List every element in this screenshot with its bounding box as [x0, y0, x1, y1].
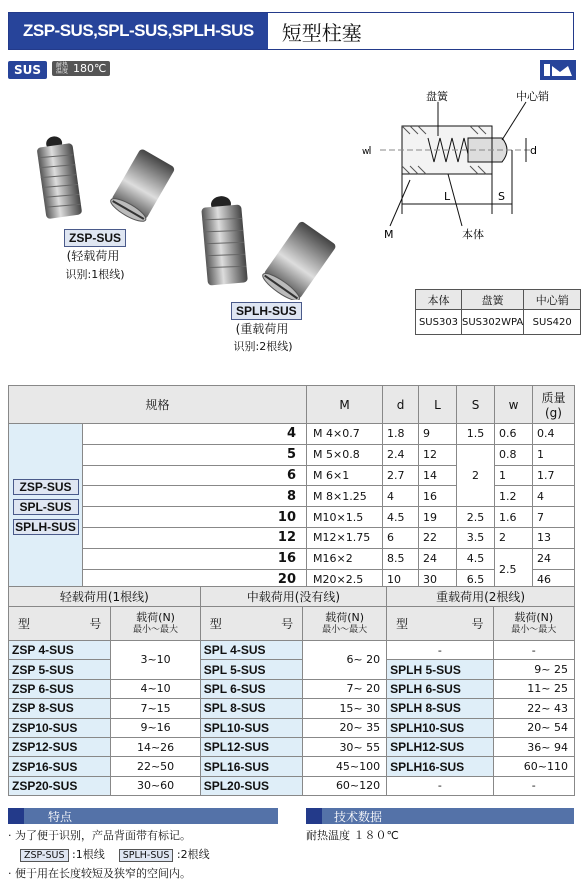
mat-spring: SUS302WPA [462, 310, 524, 335]
load-value: 4~10 [111, 679, 200, 698]
tech-header [306, 808, 574, 824]
load-model: - [387, 641, 493, 660]
zsp-sus-photo [30, 125, 190, 225]
load-model: SPL12-SUS [200, 737, 302, 756]
load-model: - [387, 776, 493, 795]
feature-line-2: · 便于用在长度较短及狭窄的空间内。 [8, 867, 191, 880]
temp-label-1: 耐热 [56, 61, 69, 69]
series-tag-splh: SPLH-SUS [13, 519, 79, 535]
spec-w: 1.2 [495, 486, 533, 507]
spec-w: 0.8 [495, 444, 533, 465]
splh-sus-label: SPLH-SUS [231, 302, 302, 320]
spec-d: 2.4 [383, 444, 419, 465]
diag-w-label: w [362, 147, 370, 157]
spec-d: 4.5 [383, 507, 419, 528]
spec-size: 16 [83, 548, 307, 569]
load-sub: 最小～最大 [133, 624, 179, 635]
load-model: SPL 5-SUS [200, 660, 302, 679]
load-value: 30~ 55 [303, 737, 387, 756]
spec-d: 10 [383, 569, 419, 590]
load-value: 3~10 [111, 641, 200, 680]
spec-mass: 7 [533, 507, 575, 528]
load-value: 7~ 20 [303, 679, 387, 698]
diag-m-label: M [384, 228, 394, 240]
product-name: 短型柱塞 [281, 20, 362, 45]
spec-mass: 0.4 [533, 424, 575, 445]
spec-head-w: w [495, 386, 533, 424]
load-value: 20~ 35 [303, 718, 387, 737]
spec-l: 22 [419, 527, 457, 548]
diag-body-label: 本体 [462, 228, 484, 240]
spec-mass: 1 [533, 444, 575, 465]
diag-spring-label: 盘簧 [426, 90, 448, 103]
series-tag-spl: SPL-SUS [13, 499, 79, 515]
spec-w: 2 [495, 527, 533, 548]
spec-mass: 13 [533, 527, 575, 548]
spec-l: 19 [419, 507, 457, 528]
load-model: SPLH16-SUS [387, 757, 493, 776]
brand-logo-icon [540, 58, 576, 82]
zsp-sus-desc: (轻载荷用 [66, 249, 120, 263]
spec-l: 24 [419, 548, 457, 569]
spec-size: 12 [83, 527, 307, 548]
spec-table [8, 385, 575, 590]
feature-tag-zsp: ZSP-SUS [20, 849, 69, 862]
material-badge: SUS [8, 61, 47, 79]
spec-m: M 4×0.7 [307, 424, 383, 445]
series-tag-zsp: ZSP-SUS [13, 479, 79, 495]
spec-l: 16 [419, 486, 457, 507]
load-model: SPL 6-SUS [200, 679, 302, 698]
product-code: ZSP-SUS,SPL-SUS,SPLH-SUS [9, 13, 268, 49]
spec-s: 1.5 [457, 424, 495, 445]
load-value: 36~ 94 [493, 737, 574, 756]
load-model: SPL20-SUS [200, 776, 302, 795]
load-head-type [200, 607, 302, 641]
spec-size: 5 [83, 444, 307, 465]
spec-d: 4 [383, 486, 419, 507]
spec-d: 1.8 [383, 424, 419, 445]
load-model: SPLH10-SUS [387, 718, 493, 737]
load-value: 15~ 30 [303, 699, 387, 718]
spec-s: 4.5 [457, 548, 495, 569]
spec-size: 20 [83, 569, 307, 590]
type-label-b: 号 [89, 617, 102, 631]
splh-sus-photo [195, 190, 345, 300]
temp-label-2: 温度 [56, 67, 69, 75]
load-model: ZSP 6-SUS [9, 679, 111, 698]
type-label-a: 型 [396, 617, 409, 631]
spec-head-m: M [307, 386, 383, 424]
spec-head-spec: 规格 [9, 386, 307, 424]
diag-s-label: S [498, 190, 505, 203]
spec-head-l: L [419, 386, 457, 424]
tech-title: 技术数据 [334, 809, 383, 824]
spec-mass: 1.7 [533, 465, 575, 486]
load-head-load [303, 607, 387, 641]
spec-d: 8.5 [383, 548, 419, 569]
load-value: 20~ 54 [493, 718, 574, 737]
diag-l-label: L [444, 190, 451, 203]
plunger-diagram [350, 90, 580, 240]
load-model: ZSP20-SUS [9, 776, 111, 795]
spec-size: 6 [83, 465, 307, 486]
load-head-type [9, 607, 111, 641]
spec-m: M12×1.75 [307, 527, 383, 548]
material-table [415, 289, 581, 335]
load-head-load [493, 607, 574, 641]
spec-size: 8 [83, 486, 307, 507]
load-value: - [493, 641, 574, 660]
mass-label: 质量 [541, 391, 566, 405]
type-label-a: 型 [18, 617, 31, 631]
load-table [8, 586, 575, 796]
features-header [8, 808, 278, 824]
spec-s: 2 [457, 444, 495, 506]
spec-l: 30 [419, 569, 457, 590]
load-model: SPLH 5-SUS [387, 660, 493, 679]
spec-w: 1.6 [495, 507, 533, 528]
load-value: 60~110 [493, 757, 574, 776]
load-value: 14~26 [111, 737, 200, 756]
spec-d: 6 [383, 527, 419, 548]
spec-head-d: d [383, 386, 419, 424]
spec-m: M 5×0.8 [307, 444, 383, 465]
load-value: 22~ 43 [493, 699, 574, 718]
type-label-b: 号 [281, 617, 294, 631]
load-label: 载荷(N) [136, 610, 175, 624]
load-model: SPLH12-SUS [387, 737, 493, 756]
diag-d-label: d [530, 144, 537, 157]
feature-tag-splh: SPLH-SUS [119, 849, 174, 862]
temp-value: 180℃ [73, 62, 107, 75]
load-value: 6~ 20 [303, 641, 387, 680]
load-model: SPL 4-SUS [200, 641, 302, 660]
spec-mass: 46 [533, 569, 575, 590]
load-model: ZSP16-SUS [9, 757, 111, 776]
features-title: 特点 [48, 809, 73, 824]
load-value: 9~ 25 [493, 660, 574, 679]
spec-head-mass [533, 386, 575, 424]
load-value: 22~50 [111, 757, 200, 776]
load-model: SPLH 8-SUS [387, 699, 493, 718]
load-sub: 最小～最大 [511, 624, 557, 635]
load-model: ZSP 5-SUS [9, 660, 111, 679]
spec-w: 1 [495, 465, 533, 486]
feature-tags [8, 846, 278, 862]
spec-s: 3.5 [457, 527, 495, 548]
load-sub: 最小～最大 [322, 624, 368, 635]
load-section-medium: 中载荷用(没有线) [200, 587, 386, 607]
tech-section [306, 808, 574, 843]
type-label-a: 型 [209, 617, 222, 631]
load-value: 11~ 25 [493, 679, 574, 698]
zsp-sus-id: 识别:1根线) [65, 268, 125, 281]
feature-tag-splh-text: :2根线 [176, 848, 210, 861]
load-label: 载荷(N) [514, 610, 554, 624]
features-section [8, 808, 278, 881]
load-value: - [493, 776, 574, 795]
load-section-heavy: 重载荷用(2根线) [387, 587, 575, 607]
load-label: 载荷(N) [325, 610, 365, 624]
page-header [8, 12, 574, 50]
feature-tag-zsp-text: :1根线 [72, 848, 105, 861]
splh-sus-desc: (重载荷用 [235, 322, 289, 336]
load-model: ZSP12-SUS [9, 737, 111, 756]
spec-size: 10 [83, 507, 307, 528]
spec-s: 6.5 [457, 569, 495, 590]
spec-mass: 4 [533, 486, 575, 507]
zsp-sus-label: ZSP-SUS [64, 229, 126, 247]
load-model: SPL16-SUS [200, 757, 302, 776]
diag-pin-label: 中心销 [516, 90, 549, 103]
load-model: ZSP10-SUS [9, 718, 111, 737]
load-value: 9~16 [111, 718, 200, 737]
load-value: 60~120 [303, 776, 387, 795]
load-model: SPL 8-SUS [200, 699, 302, 718]
type-label-b: 号 [471, 617, 484, 631]
spec-m: M20×2.5 [307, 569, 383, 590]
spec-m: M16×2 [307, 548, 383, 569]
mass-unit: (g) [545, 406, 562, 420]
load-head-type [387, 607, 493, 641]
mat-head-pin: 中心销 [524, 290, 581, 310]
spec-m: M 6×1 [307, 465, 383, 486]
tech-text: 耐热温度 １８０℃ [306, 829, 399, 842]
load-value: 7~15 [111, 699, 200, 718]
mat-head-spring: 盘簧 [462, 290, 524, 310]
spec-l: 12 [419, 444, 457, 465]
load-model: ZSP 8-SUS [9, 699, 111, 718]
load-section-light: 轻载荷用(1根线) [9, 587, 201, 607]
load-model: SPLH 6-SUS [387, 679, 493, 698]
splh-sus-id: 识别:2根线) [233, 340, 293, 353]
mat-pin: SUS420 [524, 310, 581, 335]
feature-line-1: · 为了便于识别，产品背面带有标记。 [8, 829, 191, 842]
spec-l: 9 [419, 424, 457, 445]
spec-mass: 24 [533, 548, 575, 569]
temperature-badge [52, 61, 110, 76]
load-value: 30~60 [111, 776, 200, 795]
spec-l: 14 [419, 465, 457, 486]
spec-s: 2.5 [457, 507, 495, 528]
spec-size: 4 [83, 424, 307, 445]
spec-m: M 8×1.25 [307, 486, 383, 507]
spec-series-group [9, 424, 83, 590]
spec-d: 2.7 [383, 465, 419, 486]
load-model: SPL10-SUS [200, 718, 302, 737]
spec-m: M10×1.5 [307, 507, 383, 528]
load-value: 45~100 [303, 757, 387, 776]
mat-body: SUS303 [416, 310, 462, 335]
spec-head-s: S [457, 386, 495, 424]
load-head-load [111, 607, 200, 641]
spec-w: 2.5 [495, 548, 533, 590]
load-model: ZSP 4-SUS [9, 641, 111, 660]
mat-head-body: 本体 [416, 290, 462, 310]
spec-w: 0.6 [495, 424, 533, 445]
